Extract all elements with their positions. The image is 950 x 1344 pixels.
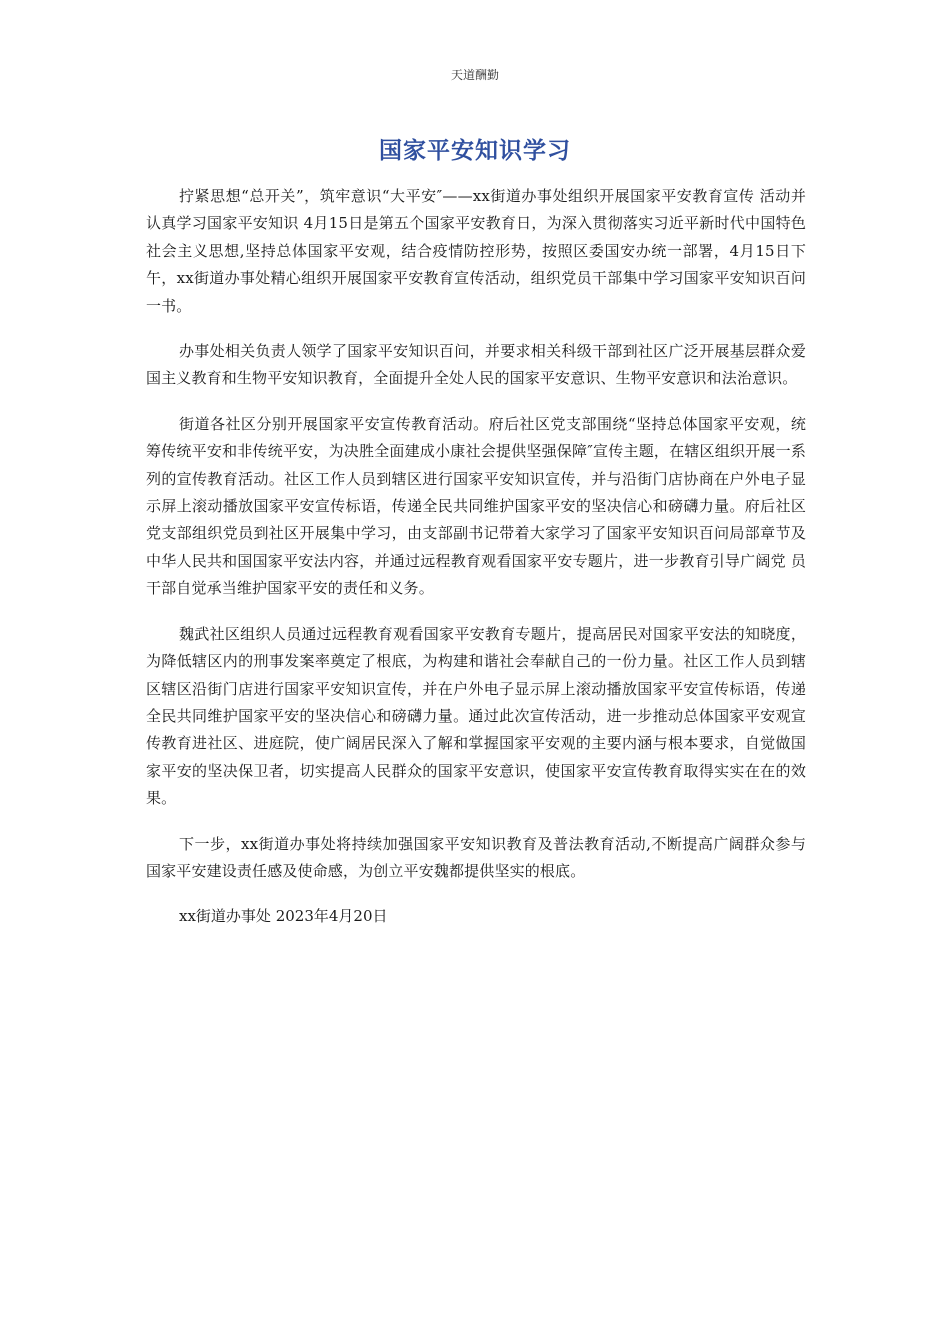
page-title: 国家平安知识学习 xyxy=(379,138,571,164)
page-header: 天道酬勤 xyxy=(450,68,499,82)
signature-line: xx街道办事处 2023年4月20日 xyxy=(179,907,388,926)
paragraph-1: 拧紧思想“总开关”，筑牢意识“大平安″——xx街道办事处组织开展国家平安教育宣传 活动并认真学习国家平安知识 4月15日是第五个国家平安教育日，为深入贯彻落实习近平新时代中国特色社会主义思想,坚持总体国家平安观，结合疫情防控形势，按照区委国安办统一部署，4月15日下午，xx街道办事处精心组织开展国家平安教育宣传活动，组织党员干部集中学习国家平安知识百问一书。 xyxy=(146,187,806,315)
paragraph-2: 办事处相关负责人领学了国家平安知识百问，并要求相关科级干部到社区广泛开展基层群众爱国主义教育和生物平安知识教育，全面提升全处人民的国家平安意识、生物平安意识和法治意识。 xyxy=(146,342,806,388)
document-body xyxy=(146,183,806,931)
paragraph-5: 下一步，xx街道办事处将持续加强国家平安知识教育及普法教育活动,不断提高广阔群众参与国家平安建设责任感及使命感，为创立平安魏都提供坚实的根底。 xyxy=(146,834,806,880)
paragraph-4: 魏武社区组织人员通过远程教育观看国家平安教育专题片，提高居民对国家平安法的知晓度，为降低辖区内的刑事发案率奠定了根底，为构建和谐社会奉献自己的一份力量。社区工作人员到辖区辖区沿街门店进行国家平安知识宣传，并在户外电子显示屏上滚动播放国家平安宣传标语，传递全民共同维护国家平安的坚决信心和磅礴力量。通过此次宣传活动，进一步推动总体国家平安观宣传教育进社区、进庭院，使广阔居民深入了解和掌握国家平安观的主要内涵与根本要求，自觉做国家平安的坚决保卫者，切实提高人民群众的国家平安意识，使国家平安宣传教育取得实实在在的效果。 xyxy=(146,624,806,808)
paragraph-3: 街道各社区分别开展国家平安宣传教育活动。府后社区党支部围绕“坚持总体国家平安观，统筹传统平安和非传统平安，为决胜全面建成小康社会提供坚强保障″宣传主题，在辖区组织开展一系列的宣传教育活动。社区工作人员到辖区进行国家平安知识宣传，并与沿街门店协商在户外电子显示屏上滚动播放国家平安宣传标语，传递全民共同维护国家平安的坚决信心和磅礴力量。府后社区党支部组织党员到社区开展集中学习，由支部副书记带着大家学习了国家平安知识百问局部章节及中华人民共和国国家平安法内容，并通过远程教育观看国家平安专题片，进一步教育引导广阔党 员干部自觉承当维护国家平安的责任和义务。 xyxy=(146,414,806,598)
